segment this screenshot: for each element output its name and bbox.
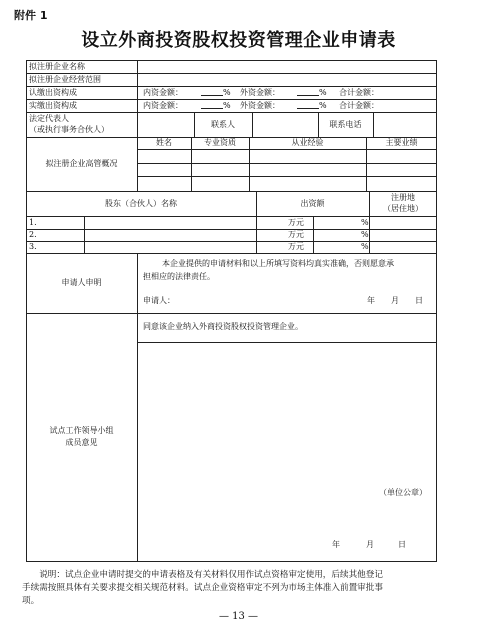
attachment-label: 附件 1 — [14, 9, 48, 22]
group-opinion-sub-label: 成员意见 — [65, 438, 98, 447]
opinion-date-month: 月 — [366, 540, 374, 549]
col-line — [252, 112, 253, 137]
row-line — [26, 112, 437, 113]
row-line — [137, 163, 437, 164]
row-line — [26, 73, 437, 74]
row-line — [26, 313, 437, 314]
row-line — [26, 216, 437, 217]
page-number: — 13 — — [218, 611, 259, 622]
subscribed-capital-label: 认缴出资构成 — [29, 88, 77, 97]
legal-rep-label: 法定代表人 — [29, 114, 69, 123]
paid-capital-label: 实缴出资构成 — [29, 101, 77, 110]
wan-yuan-unit: 万元 — [288, 230, 304, 239]
subscribed-domestic-blank[interactable]: % — [201, 88, 231, 98]
contact-phone-label: 联系电话 — [329, 120, 362, 129]
shareholder-row-number: 2. — [29, 230, 37, 239]
col-line — [313, 216, 314, 253]
paid-foreign: 外资金额： — [240, 101, 280, 110]
agree-text: 同意该企业纳入外商投资股权投资管理企业。 — [143, 322, 303, 331]
executives-label: 拟注册企业高管概况 — [45, 159, 118, 168]
col-line — [373, 112, 374, 137]
note-line: 说明：试点企业申请时提交的申请表格及有关材料仅用作试点资格审定使用，后续其他登记 — [39, 570, 383, 580]
legal-rep-sub-label: （或执行事务合伙人） — [29, 125, 109, 134]
form-title: 设立外商投资股权投资管理企业申请表 — [81, 30, 396, 51]
unit-seal-label: （单位公章） — [379, 488, 427, 497]
percent-unit: % — [361, 218, 369, 227]
applicant-signature-label: 申请人： — [143, 296, 175, 305]
application-form-table — [26, 60, 437, 561]
percent-unit: % — [361, 242, 369, 251]
group-opinion-label: 试点工作领导小组 — [49, 426, 114, 435]
shareholder-header: 股东（合伙人）名称 — [105, 199, 177, 208]
col-line — [137, 253, 138, 561]
col-line — [436, 60, 437, 561]
wan-yuan-unit: 万元 — [288, 218, 304, 227]
row-line — [137, 342, 437, 343]
shareholder-row-number: 3. — [29, 242, 37, 251]
paid-total: 合计金额： — [339, 101, 379, 110]
date-year: 年 — [367, 296, 375, 305]
paid-foreign-blank[interactable]: % — [297, 101, 327, 111]
contact-person-label: 联系人 — [211, 120, 235, 129]
row-line — [137, 176, 437, 177]
business-scope-label: 拟注册企业经营范围 — [29, 75, 101, 84]
row-line — [26, 191, 437, 192]
statement-text-cont: 担相应的法律责任。 — [143, 272, 215, 281]
date-day: 日 — [415, 296, 423, 305]
exec-header-qualification: 专业资质 — [204, 138, 236, 147]
applicant-statement-label: 申请人申明 — [61, 278, 102, 287]
capital-header: 出资额 — [300, 199, 325, 208]
row-line — [26, 60, 437, 61]
wan-yuan-unit: 万元 — [288, 242, 304, 251]
opinion-date-year: 年 — [332, 540, 340, 549]
row-line — [26, 229, 437, 230]
row-line — [26, 99, 437, 100]
exec-header-name: 姓名 — [156, 138, 172, 147]
explanation-note — [22, 569, 442, 608]
proposed-name-label: 拟注册企业名称 — [29, 62, 85, 71]
paid-domestic-blank[interactable]: % — [201, 101, 231, 111]
row-line — [26, 241, 437, 242]
subscribed-domestic: 内资金额： — [143, 88, 183, 97]
subscribed-foreign: 外资金额： — [240, 88, 280, 97]
row-line — [137, 149, 437, 150]
subscribed-total: 合计金额： — [339, 88, 379, 97]
col-line — [137, 60, 138, 191]
percent-unit: % — [361, 230, 369, 239]
statement-text: 本企业提供的申请材料和以上所填写资料均真实准确，否则愿意承 — [162, 259, 394, 268]
row-line — [26, 253, 437, 254]
note-line: 手续需按照具体有关要求提交相关规范材料。试点企业资格审定不列为市场主体准入前置审批事 — [22, 583, 383, 593]
exec-header-experience: 从业经验 — [291, 138, 324, 147]
paid-domestic: 内资金额： — [143, 101, 183, 110]
note-line: 项。 — [22, 596, 40, 606]
col-line — [84, 216, 85, 253]
registered-place-header: 注册地 — [391, 193, 415, 202]
registered-place-sub-header: （居住地） — [383, 204, 423, 213]
shareholder-row-number: 1. — [29, 218, 37, 227]
col-line — [26, 60, 27, 561]
exec-header-achievements: 主要业绩 — [385, 138, 418, 147]
row-line — [26, 561, 437, 562]
date-month: 月 — [391, 296, 399, 305]
subscribed-foreign-blank[interactable]: % — [297, 88, 327, 98]
row-line — [26, 86, 437, 87]
opinion-date-day: 日 — [398, 540, 406, 549]
